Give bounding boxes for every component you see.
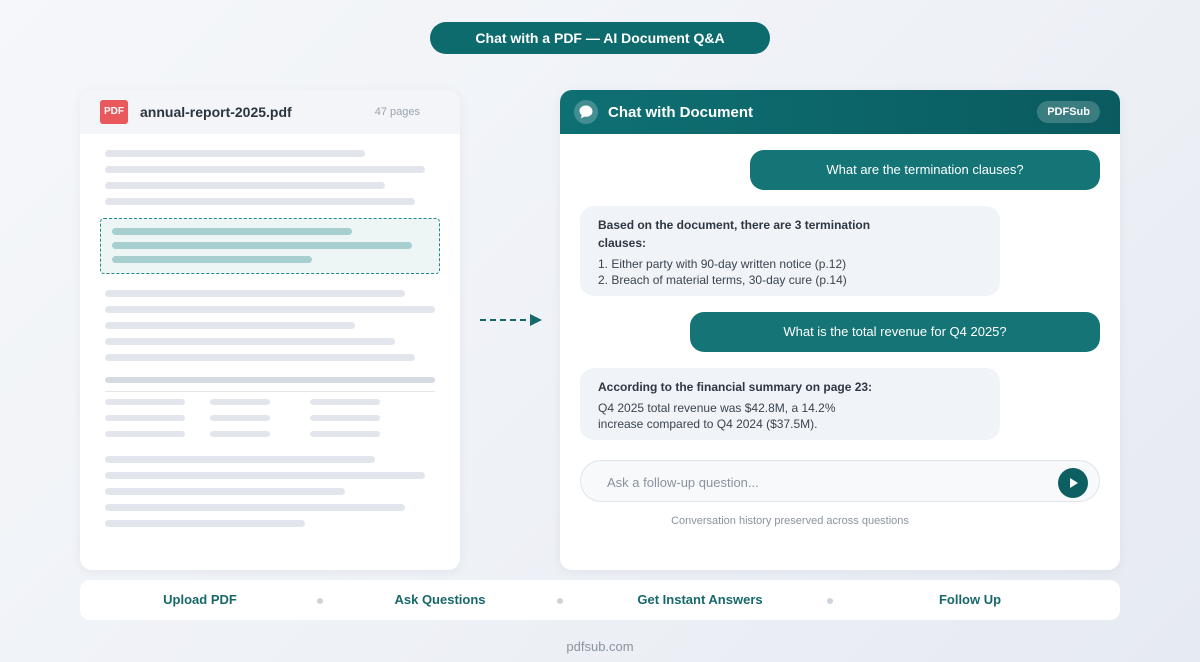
text-line-placeholder bbox=[105, 338, 395, 345]
assistant-message-lead: According to the financial summary on page 23: bbox=[598, 380, 873, 394]
text-line-placeholder bbox=[105, 182, 385, 189]
chat-header bbox=[560, 90, 1120, 134]
table-cell-placeholder bbox=[310, 415, 380, 421]
table-cell-placeholder bbox=[210, 399, 270, 405]
chat-panel bbox=[560, 90, 1120, 570]
assistant-message bbox=[580, 368, 1000, 440]
text-line-placeholder bbox=[105, 150, 365, 157]
assistant-message-line: Q4 2025 total revenue was $42.8M, a 14.2% bbox=[598, 401, 836, 415]
follow-up-input[interactable] bbox=[605, 471, 1039, 493]
table-cell-placeholder bbox=[105, 431, 185, 437]
table-cell-placeholder bbox=[105, 415, 185, 421]
text-line-placeholder bbox=[105, 354, 415, 361]
step-separator bbox=[557, 598, 563, 604]
text-line-placeholder bbox=[105, 290, 405, 297]
step-separator bbox=[317, 598, 323, 604]
table-cell-placeholder bbox=[105, 399, 185, 405]
history-note: Conversation history preserved across questions bbox=[671, 515, 909, 527]
assistant-message-line: increase compared to Q4 2024 ($37.5M). bbox=[598, 417, 818, 431]
text-line-placeholder bbox=[105, 166, 425, 173]
table-cell-placeholder bbox=[310, 431, 380, 437]
speech-bubble-icon bbox=[574, 100, 598, 124]
user-message bbox=[690, 312, 1100, 352]
assistant-message-lead: Based on the document, there are 3 termination clauses: bbox=[598, 218, 871, 250]
text-line-placeholder bbox=[105, 322, 355, 329]
follow-up-input-box bbox=[580, 460, 1100, 502]
text-line-placeholder bbox=[105, 456, 375, 463]
table-cell-placeholder bbox=[310, 399, 380, 405]
dashed-arrow-icon bbox=[478, 311, 544, 329]
footer-url: pdfsub.com bbox=[566, 639, 634, 654]
step-follow-up: Follow Up bbox=[938, 592, 1002, 607]
pdf-preview-panel bbox=[80, 90, 460, 570]
highlighted-line bbox=[112, 242, 412, 249]
table-cell-placeholder bbox=[210, 415, 270, 421]
text-line-placeholder bbox=[105, 520, 305, 527]
step-upload-pdf: Upload PDF bbox=[163, 592, 237, 607]
table-divider bbox=[105, 391, 435, 392]
brand-badge: PDFSub bbox=[1037, 101, 1100, 123]
assistant-message-line: 1. Either party with 90-day written notice (p.12) bbox=[598, 257, 847, 271]
user-message bbox=[750, 150, 1100, 190]
step-ask-questions: Ask Questions bbox=[394, 592, 486, 607]
step-separator bbox=[827, 598, 833, 604]
text-line-placeholder bbox=[105, 198, 415, 205]
pdf-page-count: 47 pages bbox=[374, 106, 420, 118]
text-line-placeholder bbox=[105, 488, 345, 495]
highlighted-line bbox=[112, 256, 312, 263]
send-button[interactable] bbox=[1058, 468, 1088, 498]
pdf-header bbox=[80, 90, 460, 134]
step-instant-answers: Get Instant Answers bbox=[637, 592, 763, 607]
text-line-placeholder bbox=[105, 504, 405, 511]
user-message-text: What are the termination clauses? bbox=[826, 162, 1024, 177]
pdf-file-icon: PDF bbox=[100, 100, 128, 124]
steps-bar bbox=[80, 580, 1120, 620]
table-cell-placeholder bbox=[210, 431, 270, 437]
assistant-message bbox=[580, 206, 1000, 296]
highlighted-line bbox=[112, 228, 352, 235]
assistant-message-line: 2. Breach of material terms, 30-day cure (p.14) bbox=[598, 273, 847, 287]
user-message-text: What is the total revenue for Q4 2025? bbox=[783, 324, 1007, 339]
chat-title: Chat with Document bbox=[608, 104, 753, 121]
table-header-placeholder bbox=[105, 377, 435, 383]
banner-title: Chat with a PDF — AI Document Q&A bbox=[430, 22, 770, 54]
text-line-placeholder bbox=[105, 306, 435, 313]
text-line-placeholder bbox=[105, 472, 425, 479]
pdf-filename: annual-report-2025.pdf bbox=[140, 104, 292, 120]
